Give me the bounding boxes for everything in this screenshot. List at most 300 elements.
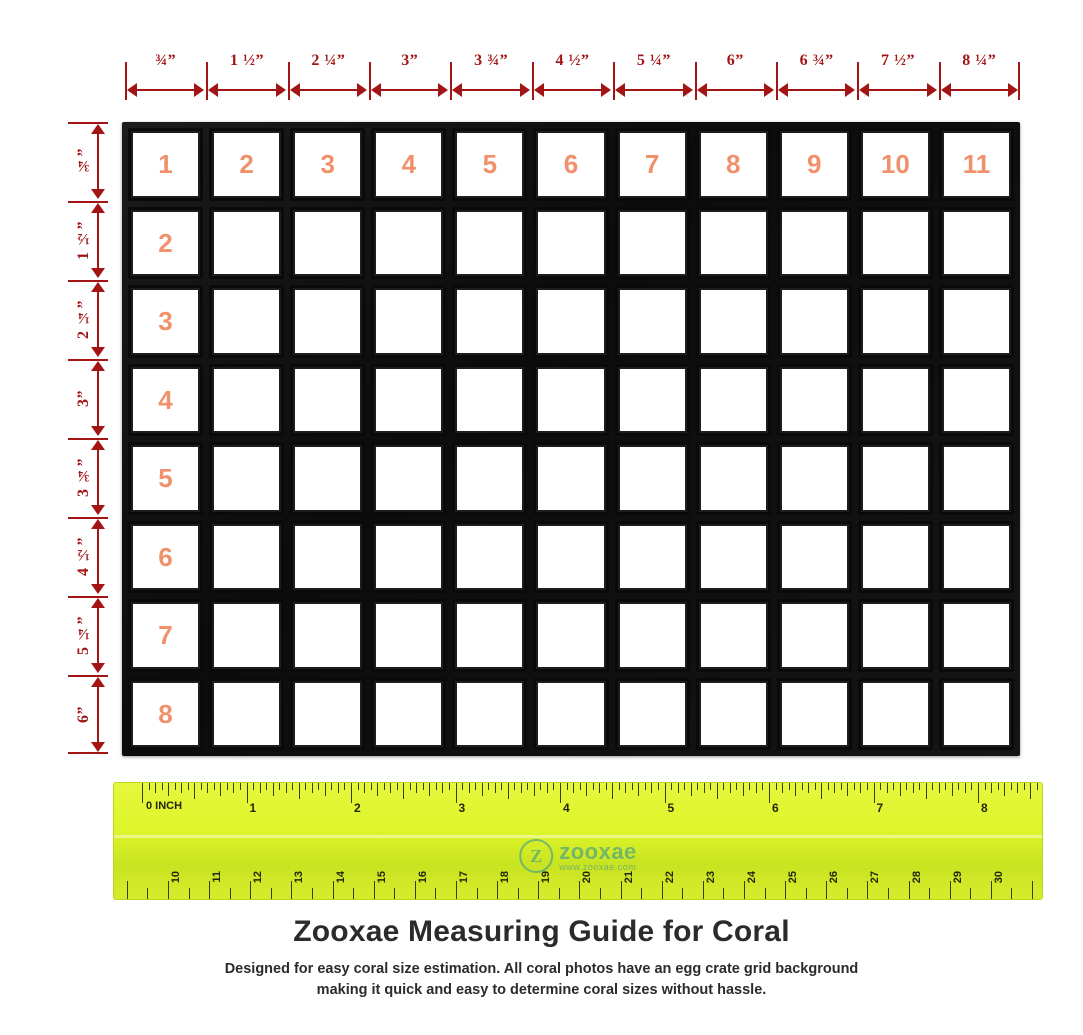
ruler-inch-tick — [436, 783, 437, 790]
grid-cell-number: 1 — [158, 149, 173, 180]
arrow-right-icon — [438, 83, 448, 97]
v-scale-tick — [68, 280, 108, 282]
h-scale-label: 5 ¼” — [636, 52, 671, 69]
ruler-cm-number: 10 — [170, 870, 183, 883]
v-scale-tick — [68, 752, 108, 754]
h-scale-tick — [939, 62, 941, 100]
arrow-right-icon — [601, 83, 611, 97]
ruler-inch-tick — [560, 783, 561, 803]
ruler-inch-tick — [828, 783, 829, 790]
h-scale-rule — [461, 89, 520, 91]
ruler-inch-tick — [776, 783, 777, 790]
grid-cell — [209, 364, 284, 437]
grid-cell — [128, 678, 203, 751]
arrow-up-icon — [91, 519, 105, 529]
arrow-left-icon — [127, 83, 137, 97]
grid-cell — [858, 599, 933, 672]
grid-cell — [533, 521, 608, 594]
ruler-cm-number: 15 — [375, 870, 388, 883]
grid-cell — [533, 364, 608, 437]
v-scale-tick — [68, 201, 108, 203]
ruler-cm-number: 25 — [787, 870, 800, 883]
ruler-inch-tick — [697, 783, 698, 790]
h-scale-segment — [613, 52, 694, 100]
v-scale-rule — [97, 370, 99, 427]
h-scale-rule — [299, 89, 358, 91]
h-scale-tick — [776, 62, 778, 100]
ruler-inch-tick — [860, 783, 861, 793]
h-scale-label: 4 ½” — [555, 52, 590, 69]
grid-cell — [290, 521, 365, 594]
ruler-cm-tick — [744, 881, 745, 899]
ruler-inch-tick — [926, 783, 927, 799]
ruler-inch-tick — [449, 783, 450, 790]
ruler-inch-tick — [756, 783, 757, 793]
ruler-inch-tick — [527, 783, 528, 790]
arrow-left-icon — [208, 83, 218, 97]
grid-cell — [939, 442, 1014, 515]
ruler-inch-tick — [645, 783, 646, 790]
v-scale-segment — [60, 438, 108, 517]
arrow-down-icon — [91, 742, 105, 752]
arrow-down-icon — [91, 584, 105, 594]
grid-cell — [371, 521, 446, 594]
ruler-cm-tick — [291, 881, 292, 899]
grid-cell — [209, 285, 284, 358]
ruler-inch-tick — [658, 783, 659, 790]
v-scale-label: 5 ¼” — [75, 616, 92, 655]
grid-cell — [290, 678, 365, 751]
ruler-inch-tick — [358, 783, 359, 790]
grid-cell — [939, 364, 1014, 437]
ruler-cm-tick — [374, 881, 375, 899]
arrow-left-icon — [941, 83, 951, 97]
vertical-measurement-scale — [60, 122, 108, 754]
ruler-cm-tick — [641, 888, 642, 899]
ruler-inch-tick — [874, 783, 875, 803]
ruler-body — [113, 782, 1043, 900]
v-scale-tick — [68, 596, 108, 598]
grid-cell — [290, 207, 365, 280]
ruler-inch-tick — [867, 783, 868, 790]
ruler-inch-number: 8 — [981, 801, 988, 815]
v-scale-rule — [97, 212, 99, 269]
ruler-inch-tick — [149, 783, 150, 790]
grid-cell — [290, 128, 365, 201]
v-scale-rule — [97, 291, 99, 348]
grid-cell-number: 3 — [158, 306, 173, 337]
grid-cell-number: 4 — [158, 384, 173, 415]
h-scale-label: 3” — [401, 52, 419, 69]
grid-cell — [777, 678, 852, 751]
ruler-cm-tick — [168, 881, 169, 899]
ruler-cm-tick — [127, 881, 128, 899]
grid-cell — [858, 521, 933, 594]
grid-cell — [452, 364, 527, 437]
v-scale-segment — [60, 201, 108, 280]
caption-description — [0, 959, 1083, 1001]
grid-cell — [939, 599, 1014, 672]
ruler-cm-number: 14 — [334, 870, 347, 883]
grid-cell-number: 8 — [158, 698, 173, 729]
ruler-cm-number: 22 — [663, 870, 676, 883]
ruler-inch-tick — [247, 783, 248, 803]
ruler-inch-tick — [403, 783, 404, 799]
ruler-inch-tick — [847, 783, 848, 796]
ruler-inch-tick — [305, 783, 306, 790]
grid-cell — [371, 442, 446, 515]
ruler-cm-tick — [765, 888, 766, 899]
ruler-inch-tick — [312, 783, 313, 793]
arrow-left-icon — [290, 83, 300, 97]
grid-cell — [209, 442, 284, 515]
ruler-inch-tick — [815, 783, 816, 790]
ruler-inch-tick — [155, 783, 156, 793]
grid-cell — [615, 521, 690, 594]
arrow-down-icon — [91, 347, 105, 357]
ruler-cm-tick — [579, 881, 580, 899]
ruler-cm-number: 24 — [746, 870, 758, 883]
grid-cell — [290, 364, 365, 437]
grid-cell — [290, 599, 365, 672]
ruler-inch-tick — [482, 783, 483, 796]
v-scale-tick — [68, 122, 108, 124]
grid-cell — [533, 285, 608, 358]
ruler-inch-tick — [442, 783, 443, 793]
ruler-inch-tick — [168, 783, 169, 796]
grid-cell — [777, 521, 852, 594]
ruler-inch-tick — [573, 783, 574, 793]
grid-cell-number: 10 — [880, 149, 910, 180]
ruler-inch-tick — [292, 783, 293, 790]
grid-cell — [777, 207, 852, 280]
grid-cell — [128, 442, 203, 515]
h-scale-rule — [136, 89, 195, 91]
ruler-inch-tick — [841, 783, 842, 790]
ruler-cm-tick — [806, 888, 807, 899]
v-scale-rule — [97, 686, 99, 743]
ruler-inch-tick — [958, 783, 959, 790]
ruler-inch-tick — [769, 783, 770, 803]
ruler-cm-number: 20 — [581, 870, 594, 883]
ruler-inch-tick — [606, 783, 607, 790]
v-scale-label: 6” — [75, 706, 92, 723]
v-scale-label: 3 ¾” — [75, 458, 92, 497]
grid-cell-number: 6 — [563, 149, 579, 180]
ruler-inch-tick — [1017, 783, 1018, 793]
h-scale-label: 8 ¼” — [962, 52, 997, 69]
ruler-inch-number: 7 — [876, 801, 884, 815]
h-scale-label: 6 ¾” — [799, 52, 834, 69]
ruler-inch-tick — [665, 783, 666, 803]
arrow-left-icon — [697, 83, 707, 97]
ruler-inch-tick — [998, 783, 999, 790]
grid-cell — [615, 128, 690, 201]
grid-cell — [128, 364, 203, 437]
ruler-inch-tick — [586, 783, 587, 796]
h-scale-tick — [532, 62, 534, 100]
ruler-inch-tick — [181, 783, 182, 793]
caption-block — [0, 915, 1083, 1001]
h-scale-tick — [613, 62, 615, 100]
v-scale-tick — [68, 517, 108, 519]
grid-cell — [615, 599, 690, 672]
grid-cell — [939, 285, 1014, 358]
arrow-down-icon — [91, 189, 105, 199]
ruler-cm-number: 29 — [951, 870, 964, 883]
ruler-inch-tick — [162, 783, 163, 790]
grid-cell — [371, 678, 446, 751]
ruler-inch-tick — [684, 783, 685, 790]
ruler-inch-tick — [834, 783, 835, 793]
ruler-inch-tick — [1030, 783, 1031, 799]
grid-cell — [533, 599, 608, 672]
ruler-inch-number: 5 — [667, 801, 675, 815]
grid-cell — [209, 521, 284, 594]
grid-cell — [290, 285, 365, 358]
grid-cell — [615, 442, 690, 515]
v-scale-segment — [60, 359, 108, 438]
ruler-inch-tick — [638, 783, 639, 796]
ruler-cm-tick — [1011, 888, 1012, 899]
grid-cell — [452, 599, 527, 672]
ruler-inch-tick — [1037, 783, 1038, 790]
ruler-inch-tick — [331, 783, 332, 790]
ruler-cm-number: 21 — [622, 870, 635, 883]
grid-cell — [209, 207, 284, 280]
ruler-inch-tick — [534, 783, 535, 796]
ruler-inch-tick — [932, 783, 933, 790]
h-scale-tick — [695, 62, 697, 100]
grid-cell — [696, 128, 771, 201]
h-scale-segment — [695, 52, 776, 100]
ruler-inch-tick — [318, 783, 319, 790]
ruler-cm-number: 11 — [211, 871, 224, 883]
ruler-inch-tick — [567, 783, 568, 790]
ruler-inch-tick — [456, 783, 457, 803]
ruler-inch-tick — [501, 783, 502, 790]
grid-cell — [533, 207, 608, 280]
ruler-inch-tick — [971, 783, 972, 790]
arrow-down-icon — [91, 268, 105, 278]
arrow-up-icon — [91, 598, 105, 608]
grid-cell — [615, 207, 690, 280]
h-scale-segment — [206, 52, 287, 100]
grid-cell — [939, 521, 1014, 594]
ruler-inch-tick — [188, 783, 189, 790]
grid-cell-number: 6 — [158, 541, 173, 572]
ruler-cm-number: 27 — [869, 870, 882, 883]
arrow-down-icon — [91, 426, 105, 436]
ruler-cm-number: 30 — [992, 870, 1005, 883]
ruler-inch-tick — [227, 783, 228, 790]
grid-cell — [777, 128, 852, 201]
grid-cell — [615, 678, 690, 751]
page-title: Zooxae Measuring Guide for Coral — [293, 915, 790, 948]
grid-cell — [615, 285, 690, 358]
ruler-inch-tick — [338, 783, 339, 793]
ruler-cm-tick — [723, 888, 724, 899]
ruler-cm-tick — [826, 881, 827, 899]
grid-cell — [858, 128, 933, 201]
arrow-up-icon — [91, 361, 105, 371]
ruler-inch-tick — [547, 783, 548, 793]
ruler-inch-tick — [985, 783, 986, 790]
ruler-cm-tick — [682, 888, 683, 899]
ruler-inch-tick — [704, 783, 705, 793]
h-scale-label: 6” — [726, 52, 744, 69]
ruler-inch-tick — [279, 783, 280, 790]
arrow-left-icon — [859, 83, 869, 97]
grid-cell — [533, 128, 608, 201]
ruler-cm-tick — [456, 881, 457, 899]
grid-cell — [128, 521, 203, 594]
ruler-inch-tick — [475, 783, 476, 790]
ruler-inch-tick — [671, 783, 672, 790]
arrow-up-icon — [91, 124, 105, 134]
grid-cell-number: 5 — [482, 149, 498, 180]
grid-cell — [452, 207, 527, 280]
grid-cell-number: 5 — [158, 463, 173, 494]
h-scale-rule — [706, 89, 765, 91]
grid-cell — [128, 128, 203, 201]
ruler-inch-tick — [1024, 783, 1025, 790]
ruler-inch-tick — [351, 783, 352, 803]
h-scale-label: 2 ¼” — [311, 52, 346, 69]
grid-cell — [452, 128, 527, 201]
grid-cell — [452, 285, 527, 358]
v-scale-tick — [68, 438, 108, 440]
ruler-inch-tick — [416, 783, 417, 793]
arrow-up-icon — [91, 203, 105, 213]
ruler-unit-label: 0 INCH — [146, 800, 183, 812]
grid-cell — [858, 364, 933, 437]
ruler-inch-tick — [266, 783, 267, 790]
h-scale-tick — [1018, 62, 1020, 100]
h-scale-label: 3 ¾” — [474, 52, 509, 69]
arrow-up-icon — [91, 440, 105, 450]
h-scale-rule — [868, 89, 927, 91]
ruler-cm-tick — [991, 881, 992, 899]
grid-cell-number: 8 — [725, 149, 741, 180]
v-scale-label: 3” — [75, 390, 92, 407]
ruler-inch-number: 1 — [249, 801, 257, 815]
ruler-inch-tick — [991, 783, 992, 793]
grid-cell — [371, 207, 446, 280]
ruler-cm-tick — [230, 888, 231, 899]
ruler-inch-tick — [488, 783, 489, 790]
ruler-inch-tick — [220, 783, 221, 796]
ruler-inch-tick — [142, 783, 143, 803]
h-scale-segment — [125, 52, 206, 100]
ruler-inch-tick — [580, 783, 581, 790]
ruler-inch-tick — [508, 783, 509, 799]
ruler-inch-tick — [364, 783, 365, 793]
grid-cell — [858, 207, 933, 280]
ruler-inch-tick — [593, 783, 594, 790]
grid-cell — [777, 364, 852, 437]
ruler-cm-tick — [497, 881, 498, 899]
ruler-inch-tick — [717, 783, 718, 799]
h-scale-rule — [380, 89, 439, 91]
ruler-inch-tick — [325, 783, 326, 796]
grid-cell — [939, 207, 1014, 280]
ruler-inch-tick — [201, 783, 202, 790]
grid-cell — [371, 599, 446, 672]
ruler-cm-tick — [950, 881, 951, 899]
grid-cell — [939, 128, 1014, 201]
ruler-cm-tick — [621, 881, 622, 899]
h-scale-label: ¾” — [155, 52, 177, 69]
h-scale-tick — [450, 62, 452, 100]
ruler-cm-tick — [847, 888, 848, 899]
ruler-cm-tick — [353, 888, 354, 899]
ruler-inch-tick — [730, 783, 731, 793]
grid-cell — [615, 364, 690, 437]
ruler-inch-tick — [286, 783, 287, 793]
ruler-inch-tick — [371, 783, 372, 790]
h-scale-tick — [288, 62, 290, 100]
v-scale-rule — [97, 133, 99, 190]
ruler-inch-tick — [214, 783, 215, 790]
ruler-inch-tick — [540, 783, 541, 790]
arrow-right-icon — [927, 83, 937, 97]
zooxae-logo-icon: Z — [519, 839, 553, 873]
grid-cell — [533, 678, 608, 751]
grid-cell — [696, 442, 771, 515]
ruler-inch-tick — [344, 783, 345, 790]
v-scale-segment — [60, 596, 108, 675]
arrow-left-icon — [452, 83, 462, 97]
ruler-cm-tick — [312, 888, 313, 899]
grid-cell — [371, 128, 446, 201]
arrow-left-icon — [778, 83, 788, 97]
ruler-inch-tick — [175, 783, 176, 790]
ruler-inch-tick — [965, 783, 966, 793]
horizontal-measurement-scale — [125, 52, 1020, 100]
ruler-inch-tick — [273, 783, 274, 796]
v-scale-segment — [60, 517, 108, 596]
ruler-cm-tick — [1032, 881, 1033, 899]
h-scale-tick — [857, 62, 859, 100]
ruler-inch-tick — [240, 783, 241, 790]
grid-cell — [696, 521, 771, 594]
grid-cell — [452, 678, 527, 751]
ruler-cm-number: 12 — [252, 870, 265, 883]
ruler-inch-tick — [691, 783, 692, 796]
ruler-cm-tick — [867, 881, 868, 899]
ruler-inch-tick — [906, 783, 907, 790]
grid-cell — [209, 599, 284, 672]
ruler-inch-tick — [795, 783, 796, 796]
ruler-inch-tick — [939, 783, 940, 793]
ruler-photo — [113, 782, 1043, 900]
ruler-cm-tick — [518, 888, 519, 899]
ruler-inch-tick — [495, 783, 496, 793]
ruler-inch-tick — [390, 783, 391, 793]
ruler-inch-tick — [1004, 783, 1005, 796]
grid-cell — [128, 285, 203, 358]
arrow-right-icon — [194, 83, 204, 97]
arrow-up-icon — [91, 282, 105, 292]
ruler-inch-tick — [514, 783, 515, 790]
grid-cell — [696, 678, 771, 751]
caption-line-2: making it quick and easy to determine coral sizes without hassle. — [316, 982, 767, 999]
ruler-inch-tick — [802, 783, 803, 790]
ruler-inch-tick — [900, 783, 901, 796]
h-scale-rule — [543, 89, 602, 91]
h-scale-segment — [288, 52, 369, 100]
